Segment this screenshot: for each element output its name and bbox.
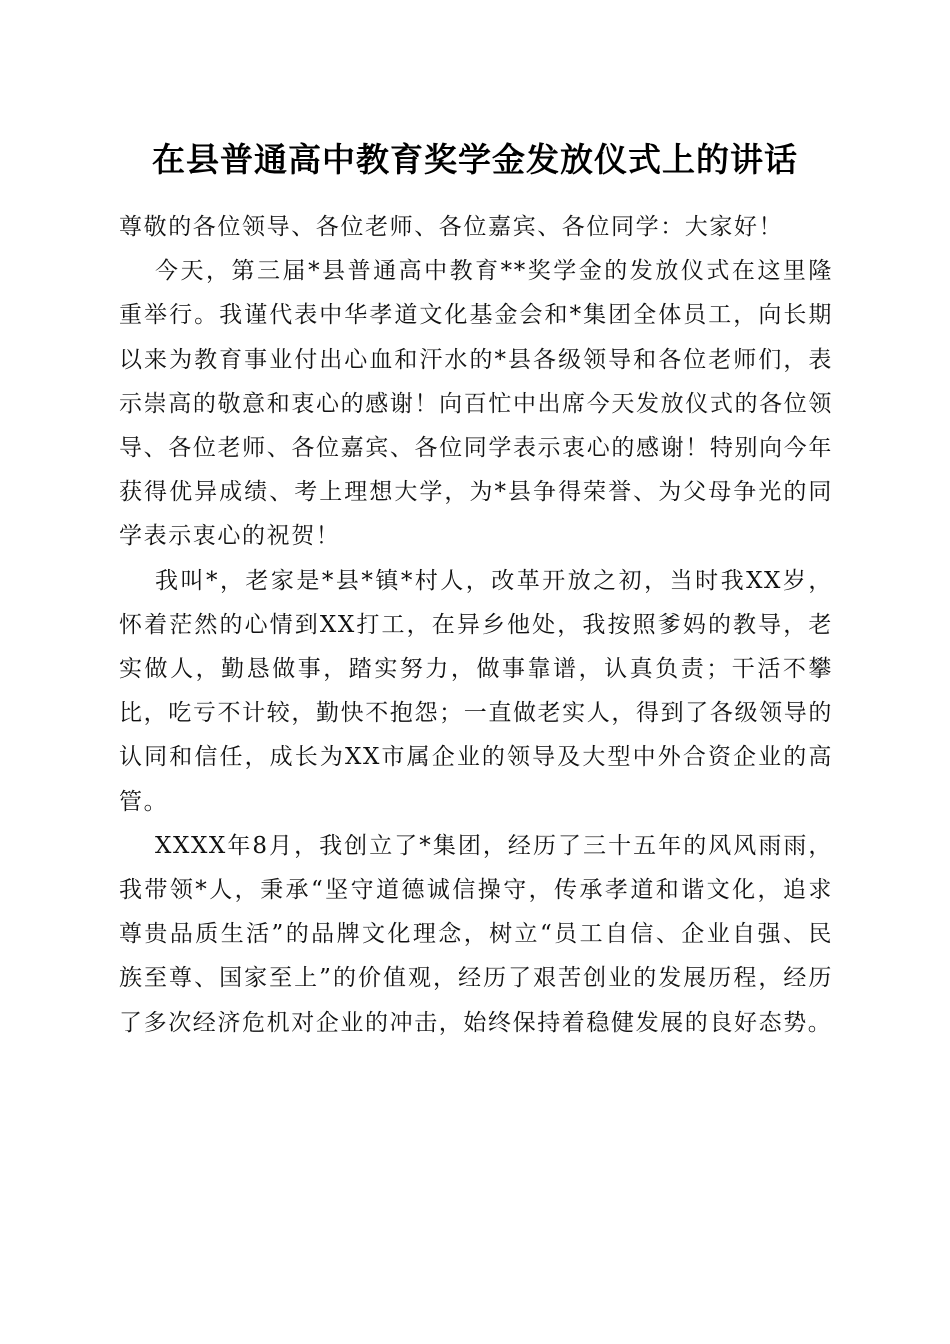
- greeting-paragraph: 尊敬的各位领导、各位老师、各位嘉宾、各位同学：大家好！: [119, 214, 784, 240]
- paragraph-opening: 今天，第三届*县普通高中教育**奖学金的发放仪式在这里隆重举行。我谨代表中华孝道文化基金会和*集团全体员工，向长期以来为教育事业付出心血和汗水的*县各级领导和各位老师们，表示崇高的敬意和衷心的感谢！向百忙中出席今天发放仪式的各位领导、各位老师、各位嘉宾、各位同学表示衷心的感谢！特别向今年获得优异成绩、考上理想大学，为*县争得荣誉、为父母争光的同学表示衷心的祝贺！: [119, 258, 833, 550]
- document-body: [119, 205, 833, 1045]
- paragraph-company-history: XXXX年8月，我创立了*集团，经历了三十五年的风风雨雨，我带领*人，秉承“坚守道德诚信操守，传承孝道和谐文化，追求尊贵品质生活”的品牌文化理念，树立“员工自信、企业自强、民族至尊、国家至上”的价值观，经历了艰苦创业的发展历程，经历了多次经济危机对企业的冲击，始终保持着稳健发展的良好态势。: [119, 832, 833, 1036]
- paragraph-self-introduction: 我叫*，老家是*县*镇*村人，改革开放之初，当时我XX岁，怀着茫然的心情到XX打工，在异乡他处，我按照爹妈的教导，老实做人，勤恳做事，踏实努力，做事靠谱，认真负责；干活不攀比，吃亏不计较，勤快不抱怨；一直做老实人，得到了各级领导的认同和信任，成长为XX市属企业的领导及大型中外合资企业的高管。: [119, 567, 833, 815]
- document-title: 在县普通高中教育奖学金发放仪式上的讲话: [152, 140, 798, 179]
